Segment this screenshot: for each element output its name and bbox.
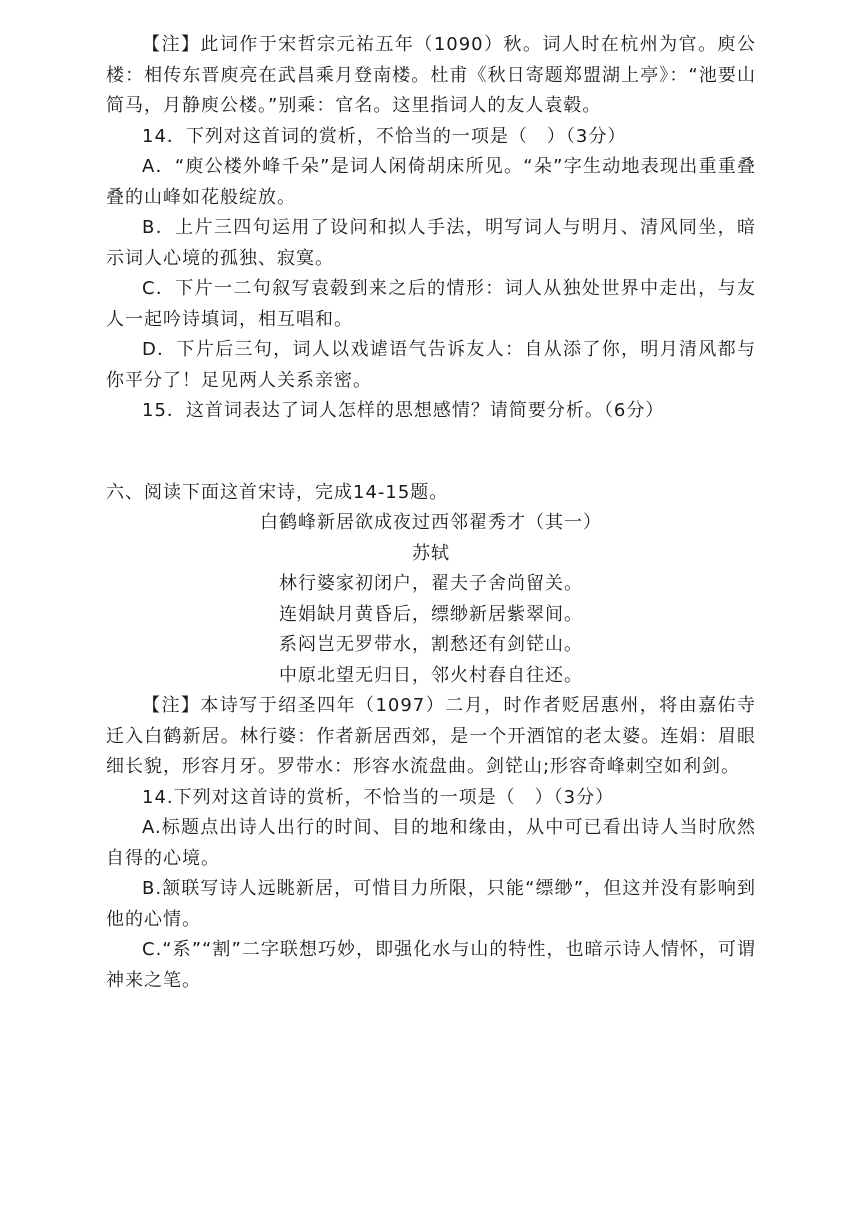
poem-line: 系闷岂无罗带水，割愁还有剑铓山。 (279, 634, 583, 655)
ci-option-d: D．下片后三句，词人以戏谑语气告诉友人：自从添了你，明月清风都与你平分了！足见两人关系亲密。 (106, 339, 756, 391)
ci-question-15: 15．这首词表达了词人怎样的思想感情？请简要分析。（6分） (142, 400, 665, 421)
poem-title: 白鹤峰新居欲成夜过西邻翟秀才（其一） (260, 512, 602, 533)
poem-option-a: A.标题点出诗人出行的时间、目的地和缘由，从中可已看出诗人当时欣然自得的心境。 (106, 817, 756, 869)
poem-question-14: 14.下列对这首诗的赏析，不恰当的一项是（ ）（3分） (142, 786, 615, 808)
poem-author: 苏轼 (412, 542, 450, 564)
poem-line: 连娟缺月黄昏后，缥缈新居紫翠间。 (279, 603, 583, 625)
poem-option-c: C.“系”“割”二字联想巧妙，即强化水与山的特性，也暗示诗人情怀，可谓神来之笔。 (106, 939, 756, 991)
ci-question-14: 14．下列对这首词的赏析，不恰当的一项是（ ）（3分） (142, 125, 627, 147)
ci-option-c: C．下片一二句叙写袁毂到来之后的情形：词人从独处世界中走出，与友人一起吟诗填词，相互唱和。 (106, 278, 756, 330)
ci-note: 【注】此词作于宋哲宗元祐五年（1090）秋。词人时在杭州为官。庾公楼：相传东晋庾亮在武昌乘月登南楼。杜甫《秋日寄题郑盟湖上亭》：“池要山简马，月静庾公楼。”别乘：官名。这里指词人的友人袁毂。 (106, 34, 756, 116)
ci-option-a: A．“庾公楼外峰千朵”是词人闲倚胡床所见。“朵”字生动地表现出重重叠叠的山峰如花般绽放。 (106, 156, 756, 208)
poem-line: 中原北望无归日，邻火村舂自往还。 (279, 664, 583, 686)
section-six-heading: 六、阅读下面这首宋诗，完成14-15题。 (106, 481, 449, 503)
poem-line: 林行婆家初闭户，翟夫子舍尚留关。 (279, 573, 583, 594)
poem-note: 【注】本诗写于绍圣四年（1097）二月，时作者贬居惠州，将由嘉佑寺迁入白鹤新居。林行婆：作者新居西郊，是一个开酒馆的老太婆。连娟：眉眼细长貌，形容月牙。罗带水：形容水流盘曲。剑铓山;形容奇峰刺空如利剑。 (106, 695, 756, 777)
poem-option-b: B.颔联写诗人远眺新居，可惜目力所限，只能“缥缈”，但这并没有影响到他的心情。 (106, 878, 756, 930)
ci-option-b: B．上片三四句运用了设问和拟人手法，明写词人与明月、清风同坐，暗示词人心境的孤独、寂寞。 (106, 217, 756, 269)
document-page (106, 30, 756, 996)
